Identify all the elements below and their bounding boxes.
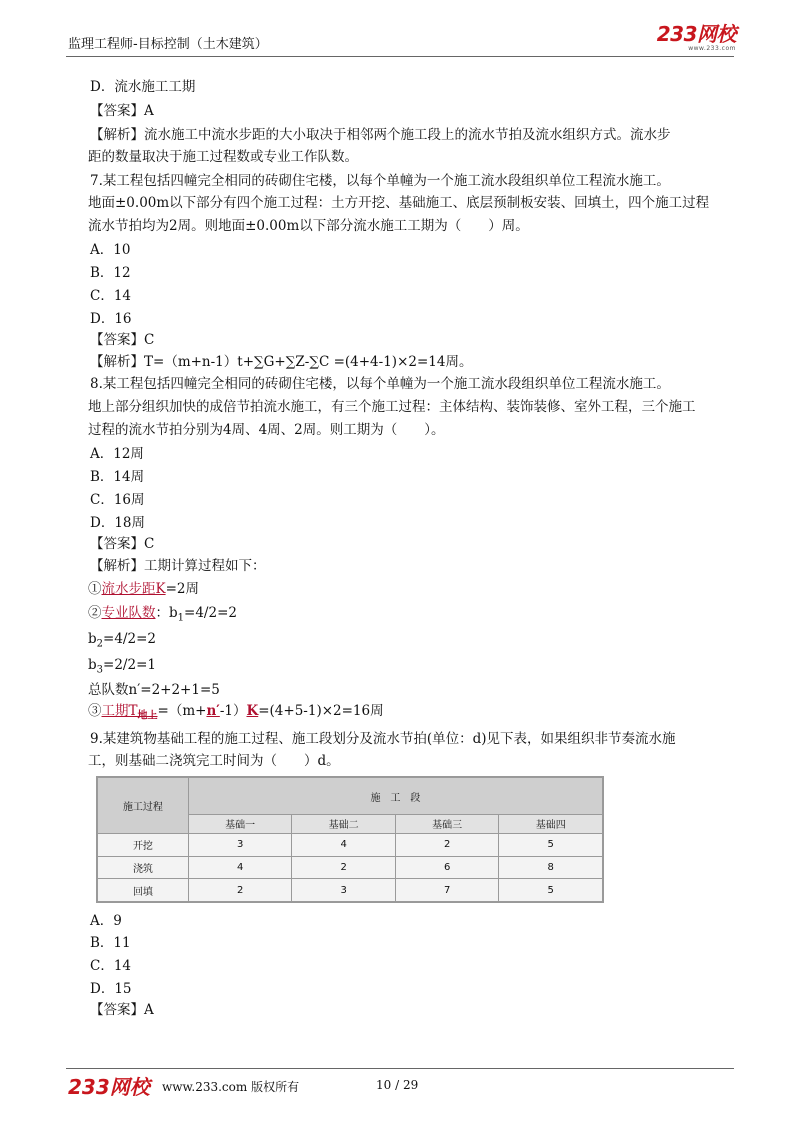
table-cell: 4 xyxy=(188,856,292,879)
brand-logo-text: 233网校 xyxy=(656,22,736,46)
table-row xyxy=(98,879,603,902)
term-link[interactable]: n′ xyxy=(206,703,220,719)
answer-line: 【答案】A xyxy=(90,1002,154,1018)
step-2: ②专业队数：$b_1=4/2=2$ xyxy=(88,605,237,624)
flow-table xyxy=(96,776,604,903)
brand-logo-url: www.233.com xyxy=(688,45,736,52)
option-d: D．18周 xyxy=(90,515,146,531)
column-header: 基础二 xyxy=(292,815,396,834)
footer-copyright: www.233.com 版权所有 xyxy=(162,1080,300,1094)
option-a: A．10 xyxy=(90,242,131,258)
column-header: 基础一 xyxy=(188,815,292,834)
formula-line: $b_3=2/2=1$ xyxy=(88,657,156,676)
table-row xyxy=(98,856,603,879)
option-line: D．流水施工工期 xyxy=(90,79,196,95)
header-title: 监理工程师-目标控制（土木建筑） xyxy=(68,37,268,52)
term-link[interactable]: 专业队数 xyxy=(101,605,156,621)
table-cell: 3 xyxy=(188,833,292,856)
page-number: 10 / 29 xyxy=(376,1078,419,1092)
option-d: D．16 xyxy=(90,311,132,327)
column-header: 基础三 xyxy=(395,815,499,834)
option-b: B．14周 xyxy=(90,469,145,485)
table-cell: 5 xyxy=(499,879,603,902)
data-table xyxy=(97,777,603,902)
brand-logo xyxy=(657,24,736,52)
option-b: B．12 xyxy=(90,265,131,281)
footer-divider xyxy=(66,1068,734,1069)
explanation-line: 【解析】工期计算过程如下： xyxy=(90,558,266,574)
table-cell: 6 xyxy=(395,856,499,879)
table-cell: 7 xyxy=(395,879,499,902)
table-cell: 2 xyxy=(188,879,292,902)
table-cell: 3 xyxy=(292,879,396,902)
option-c: C．14 xyxy=(90,958,132,974)
table-corner-header: 施工过程 xyxy=(98,778,189,834)
term-link[interactable]: 工期$T_{地上}$ xyxy=(101,703,158,722)
answer-line: 【答案】C xyxy=(90,536,155,552)
explanation-line: 【解析】流水施工中流水步距的大小取决于相邻两个施工段上的流水节拍及流水组织方式。流水步 xyxy=(90,127,671,143)
formula-line: $b_2=4/2=2$ xyxy=(88,631,156,650)
row-header: 开挖 xyxy=(98,833,189,856)
table-cell: 5 xyxy=(499,833,603,856)
question-7: 地面±0.00m以下部分有四个施工过程：土方开挖、基础施工、底层预制板安装、回填土，四个施工过程 xyxy=(88,195,710,211)
option-d: D．15 xyxy=(90,981,132,997)
option-a: A．9 xyxy=(90,913,122,929)
term-link[interactable]: K xyxy=(246,703,259,719)
table-cell: 8 xyxy=(499,856,603,879)
step-3: ③工期$T_{地上}=(m+n'-1)K=(4+5-1)\times 2=16$周 xyxy=(88,703,384,722)
answer-line: 【答案】C xyxy=(90,332,155,348)
question-8: 过程的流水节拍分别为4周、4周、2周。则工期为（ ）。 xyxy=(88,422,445,438)
row-header: 回填 xyxy=(98,879,189,902)
step-1: ①流水步距K=2周 xyxy=(88,581,199,597)
footer-logo: 233网校 xyxy=(68,1075,150,1099)
header-divider xyxy=(66,56,734,57)
explanation-line: 距的数量取决于施工过程数或专业工作队数。 xyxy=(88,149,358,165)
question-9: 9.某建筑物基础工程的施工过程、施工段划分及流水节拍(单位：d)见下表，如果组织非节奏流水施 xyxy=(90,731,676,747)
row-header: 浇筑 xyxy=(98,856,189,879)
table-cell: 4 xyxy=(292,833,396,856)
answer-line: 【答案】A xyxy=(90,103,154,119)
option-c: C．16周 xyxy=(90,492,145,508)
term-link[interactable]: 流水步距K xyxy=(101,581,166,597)
question-8: 地上部分组织加快的成倍节拍流水施工，有三个施工过程：主体结构、装饰装修、室外工程，三个施工 xyxy=(88,399,696,415)
table-cell: 2 xyxy=(395,833,499,856)
explanation-line: 【解析】T=（m+n-1）t+∑G+∑Z-∑C =(4+4-1)×2=14周。 xyxy=(90,354,473,370)
question-7: 7.某工程包括四幢完全相同的砖砌住宅楼，以每个单幢为一个施工流水段组织单位工程流水施工。 xyxy=(90,173,670,189)
table-row xyxy=(98,833,603,856)
table-group-header: 施 工 段 xyxy=(188,778,602,815)
question-8: 8.某工程包括四幢完全相同的砖砌住宅楼，以每个单幢为一个施工流水段组织单位工程流水施工。 xyxy=(90,376,670,392)
option-a: A．12周 xyxy=(90,446,144,462)
table-cell: 2 xyxy=(292,856,396,879)
option-c: C．14 xyxy=(90,288,132,304)
option-b: B．11 xyxy=(90,935,131,951)
question-9: 工，则基础二浇筑完工时间为（ ）d。 xyxy=(88,753,340,769)
total-line: 总队数n′=2+2+1=5 xyxy=(88,682,220,698)
question-7: 流水节拍均为2周。则地面±0.00m以下部分流水施工工期为（ ）周。 xyxy=(88,218,529,234)
column-header: 基础四 xyxy=(499,815,603,834)
